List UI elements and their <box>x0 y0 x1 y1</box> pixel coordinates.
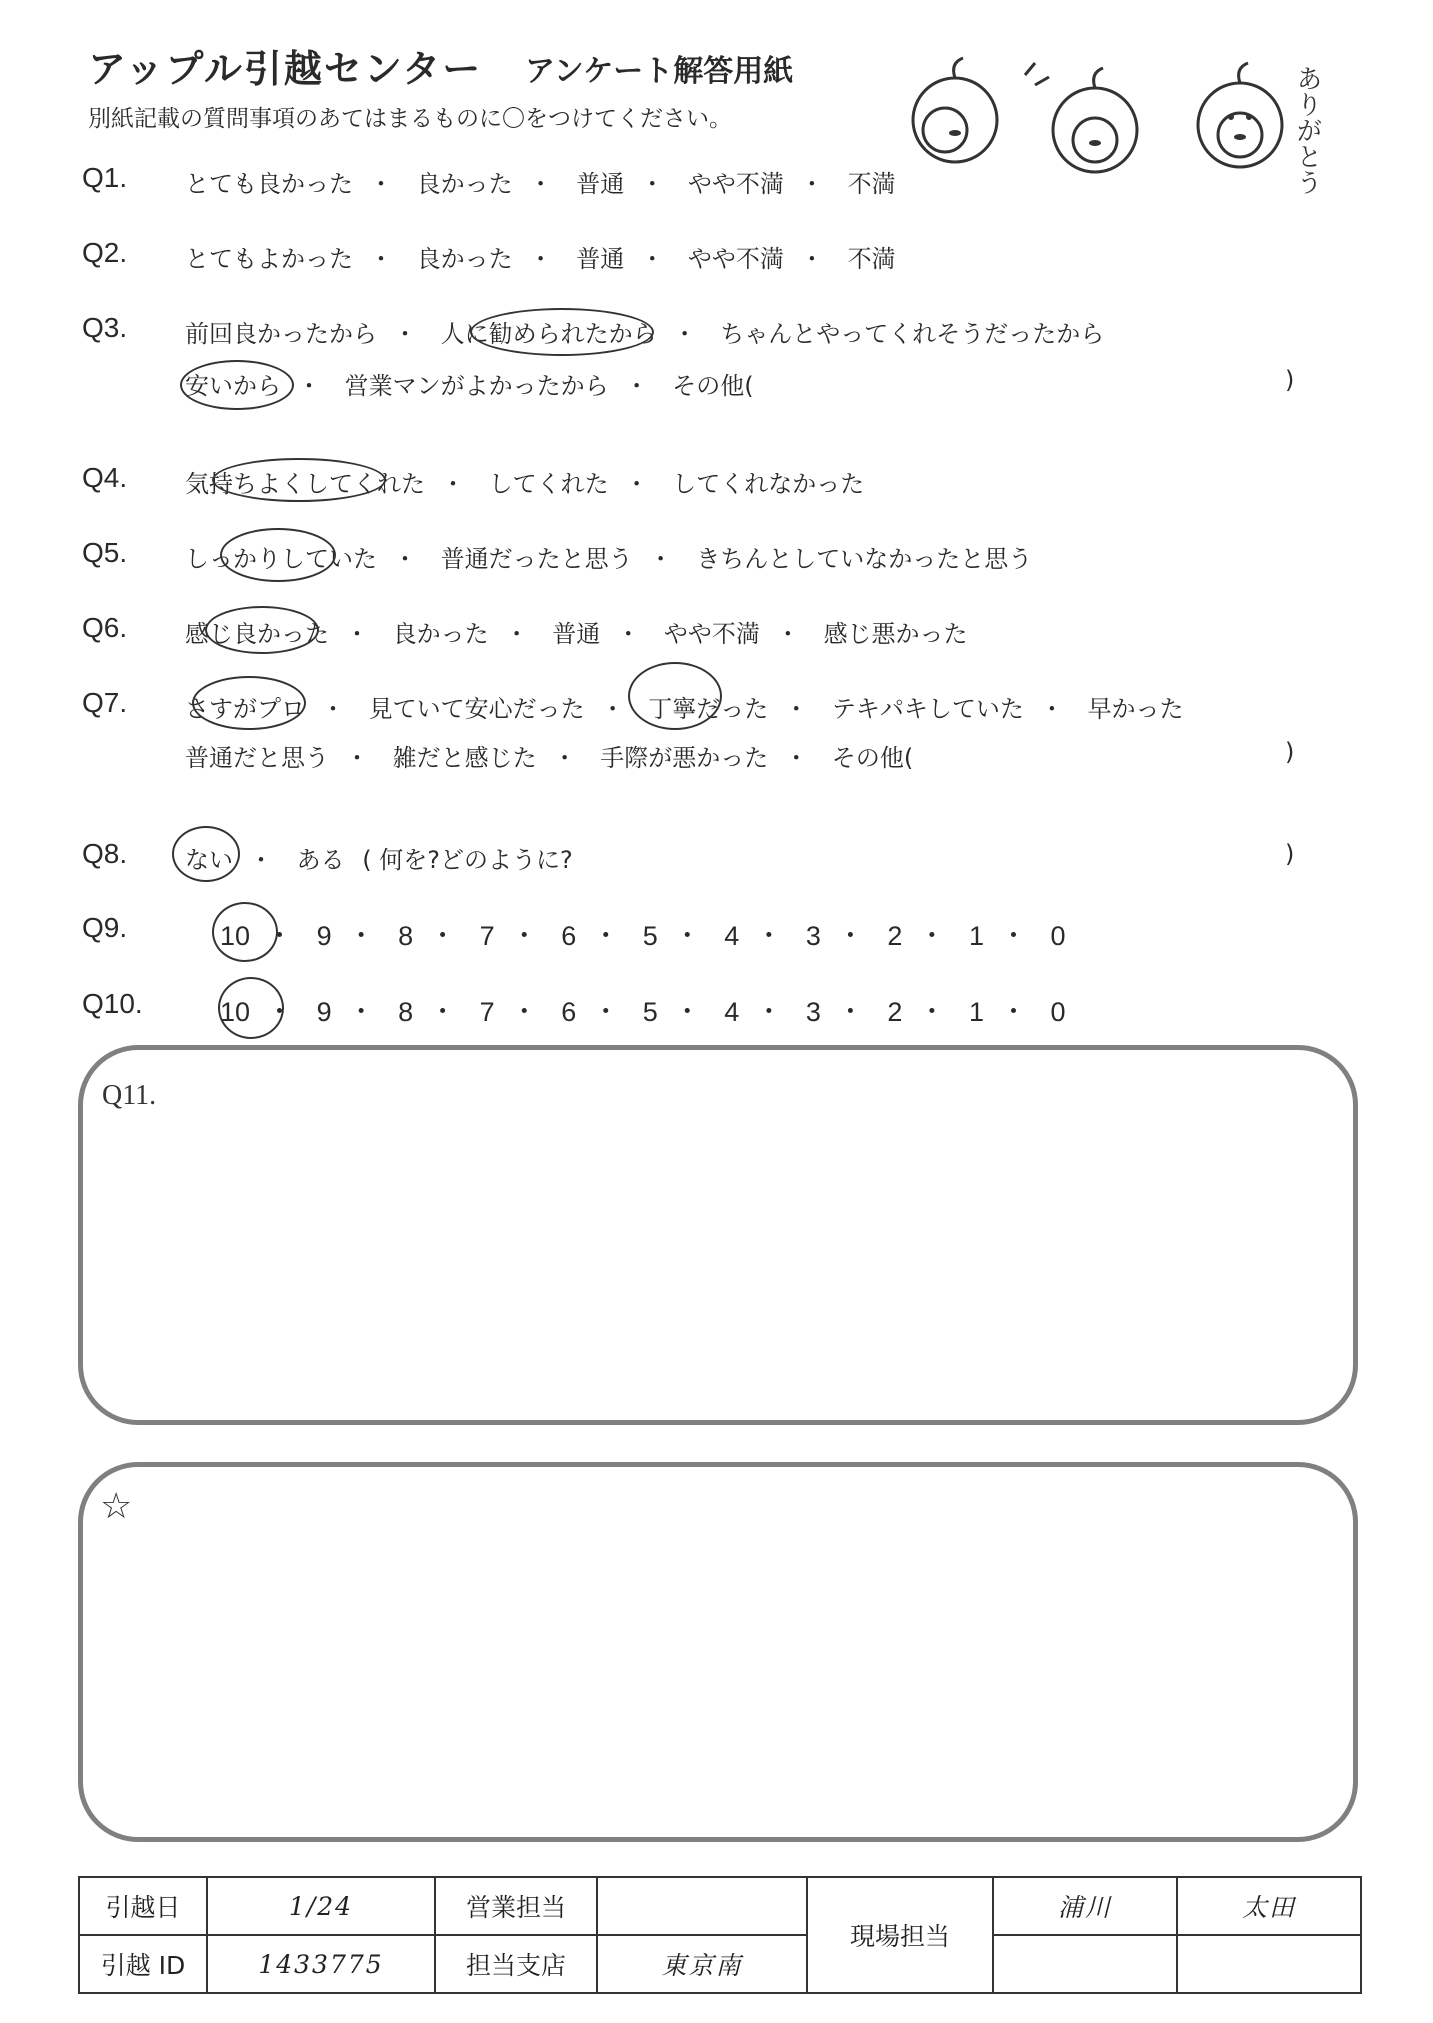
q3-options-line2: 安いから ・ 営業マンがよかったから ・ その他( <box>185 372 754 400</box>
star-icon: ☆ <box>100 1486 133 1526</box>
q5-option-3[interactable]: きちんとしていなかったと思う <box>696 545 1033 573</box>
q10-value-10[interactable]: 10 <box>220 997 251 1027</box>
q6-option-2[interactable]: 良かった <box>392 620 489 648</box>
q2-option-2[interactable]: 良かった <box>416 245 513 273</box>
star-comment-box[interactable] <box>78 1462 1358 1842</box>
q8-options: ない ・ ある ( 何を?どのように? <box>185 846 573 874</box>
q9-label: Q9. <box>82 912 128 943</box>
q7-option-4[interactable]: テキパキしていた <box>831 695 1024 723</box>
sales-staff-label: 営業担当 <box>435 1877 597 1935</box>
q2-options: とてもよかった ・ 良かった ・ 普通 ・ やや不満 ・ 不満 <box>185 245 896 273</box>
q6-option-4[interactable]: やや不満 <box>663 620 760 648</box>
footer-info-table <box>78 1876 1362 1994</box>
q2-option-3[interactable]: 普通 <box>576 245 625 273</box>
q8-option-2[interactable]: ある <box>296 846 345 874</box>
site-staff-extra-2[interactable] <box>1177 1935 1361 1993</box>
q5-option-2[interactable]: 普通だったと思う <box>440 545 633 573</box>
q5-options: しっかりしていた ・ 普通だったと思う ・ きちんとしていなかったと思う <box>185 545 1033 573</box>
q10-value-5[interactable]: 5 <box>642 997 658 1027</box>
q9-scale: 10 ・ 9 ・ 8 ・ 7 ・ 6 ・ 5 ・ 4 ・ 3 ・ 2 ・ 1 ・ 0 <box>220 921 1066 951</box>
q3-options-line1: 前回良かったから ・ 人に勧められたから ・ ちゃんとやってくれそうだったから <box>185 320 1105 348</box>
q9-value-2[interactable]: 2 <box>887 921 903 951</box>
q1-option-2[interactable]: 良かった <box>416 170 513 198</box>
branch-label: 担当支店 <box>435 1935 597 1993</box>
q10-value-2[interactable]: 2 <box>887 997 903 1027</box>
company-name: アップル引越センター <box>88 47 483 91</box>
q4-options: 気持ちよくしてくれた ・ してくれた ・ してくれなかった <box>185 470 865 498</box>
q7-option-5[interactable]: 早かった <box>1087 695 1184 723</box>
move-date-value[interactable]: 1/24 <box>207 1877 435 1935</box>
q2-option-5[interactable]: 不満 <box>847 245 896 273</box>
q10-value-9[interactable]: 9 <box>316 997 332 1027</box>
q1-option-3[interactable]: 普通 <box>576 170 625 198</box>
q5-label: Q5. <box>82 537 128 568</box>
q7-option-other[interactable]: その他( <box>831 744 914 772</box>
q1-label: Q1. <box>82 162 128 193</box>
q7-option-3[interactable]: 丁寧だった <box>648 695 769 723</box>
q8-option-detail[interactable]: ( 何を?どのように? <box>362 846 573 874</box>
q10-value-1[interactable]: 1 <box>968 997 984 1027</box>
move-id-value[interactable]: 1433775 <box>207 1935 435 1993</box>
q2-option-1[interactable]: とてもよかった <box>185 245 353 273</box>
q3-label: Q3. <box>82 312 128 343</box>
q2-option-4[interactable]: やや不満 <box>687 245 784 273</box>
monkey-mascots-illustration <box>895 45 1335 195</box>
q10-value-3[interactable]: 3 <box>805 997 821 1027</box>
branch-value[interactable]: 東京南 <box>597 1935 807 1993</box>
q9-value-4[interactable]: 4 <box>724 921 740 951</box>
q6-options: 感じ良かった ・ 良かった ・ 普通 ・ やや不満 ・ 感じ悪かった <box>185 620 968 648</box>
form-title: アンケート解答用紙 <box>525 54 794 89</box>
q7-option-2[interactable]: 見ていて安心だった <box>368 695 585 723</box>
q10-label: Q10. <box>82 988 143 1019</box>
q10-value-6[interactable]: 6 <box>561 997 577 1027</box>
q3-option-3[interactable]: ちゃんとやってくれそうだったから <box>720 320 1105 348</box>
q3-option-other[interactable]: その他( <box>672 372 754 400</box>
q1-option-5[interactable]: 不満 <box>847 170 896 198</box>
q9-value-5[interactable]: 5 <box>642 921 658 951</box>
q9-value-0[interactable]: 0 <box>1050 921 1066 951</box>
q6-option-3[interactable]: 普通 <box>552 620 601 648</box>
q11-label: Q11. <box>102 1080 157 1111</box>
q9-value-6[interactable]: 6 <box>561 921 577 951</box>
site-staff-extra-1[interactable] <box>993 1935 1177 1993</box>
q7-option-8[interactable]: 手際が悪かった <box>600 744 769 772</box>
q6-label: Q6. <box>82 612 128 643</box>
q8-close-paren: ) <box>1285 840 1295 868</box>
q4-option-1[interactable]: 気持ちよくしてくれた <box>185 470 425 498</box>
sales-staff-value[interactable] <box>597 1877 807 1935</box>
instruction-text: 別紙記載の質問事項のあてはまるものに〇をつけてください。 <box>88 106 732 132</box>
q6-option-1[interactable]: 感じ良かった <box>185 620 329 648</box>
q8-option-1[interactable]: ない <box>185 846 233 874</box>
move-id-label: 引越 ID <box>79 1935 207 1993</box>
site-staff-value-1[interactable]: 浦川 <box>993 1877 1177 1935</box>
q7-option-1[interactable]: さすがプロ <box>185 695 305 723</box>
q9-value-3[interactable]: 3 <box>805 921 821 951</box>
q10-scale: 10 ・ 9 ・ 8 ・ 7 ・ 6 ・ 5 ・ 4 ・ 3 ・ 2 ・ 1 ・ 0 <box>220 997 1066 1027</box>
mascot-thanks-text: ありがとう <box>1292 65 1322 195</box>
q1-options: とても良かった ・ 良かった ・ 普通 ・ やや不満 ・ 不満 <box>185 170 896 198</box>
q7-close-paren: ) <box>1285 738 1295 766</box>
q7-option-7[interactable]: 雑だと感じた <box>392 744 537 772</box>
q7-options-line2: 普通だと思う ・ 雑だと感じた ・ 手際が悪かった ・ その他( <box>185 744 914 772</box>
q4-option-3[interactable]: してくれなかった <box>672 470 865 498</box>
q3-option-1[interactable]: 前回良かったから <box>185 320 377 348</box>
q2-label: Q2. <box>82 237 128 268</box>
q7-option-6[interactable]: 普通だと思う <box>185 744 329 772</box>
q10-value-0[interactable]: 0 <box>1050 997 1066 1027</box>
q10-value-4[interactable]: 4 <box>724 997 740 1027</box>
q3-option-5[interactable]: 営業マンがよかったから <box>344 372 609 400</box>
site-staff-label: 現場担当 <box>807 1877 993 1993</box>
q4-option-2[interactable]: してくれた <box>488 470 609 498</box>
q1-option-4[interactable]: やや不満 <box>687 170 784 198</box>
q10-value-8[interactable]: 8 <box>398 997 414 1027</box>
q9-value-8[interactable]: 8 <box>398 921 414 951</box>
q1-option-1[interactable]: とても良かった <box>185 170 353 198</box>
q3-option-4[interactable]: 安いから <box>185 372 281 400</box>
q6-option-5[interactable]: 感じ悪かった <box>823 620 968 648</box>
q9-value-9[interactable]: 9 <box>316 921 332 951</box>
q10-value-7[interactable]: 7 <box>479 997 495 1027</box>
site-staff-value-2[interactable]: 太田 <box>1177 1877 1361 1935</box>
q11-comment-box[interactable] <box>78 1045 1358 1425</box>
q9-value-1[interactable]: 1 <box>968 921 984 951</box>
q5-option-1[interactable]: しっかりしていた <box>185 545 377 573</box>
q9-value-10[interactable]: 10 <box>220 921 251 951</box>
q4-label: Q4. <box>82 462 128 493</box>
q9-value-7[interactable]: 7 <box>479 921 495 951</box>
q7-label: Q7. <box>82 687 128 718</box>
move-date-label: 引越日 <box>79 1877 207 1935</box>
q8-label: Q8. <box>82 838 128 869</box>
q7-options-line1: さすがプロ ・ 見ていて安心だった ・ 丁寧だった ・ テキパキしていた ・ 早かった <box>185 695 1184 723</box>
q3-option-2[interactable]: 人に勧められたから <box>440 320 657 348</box>
q3-close-paren: ) <box>1285 366 1295 394</box>
